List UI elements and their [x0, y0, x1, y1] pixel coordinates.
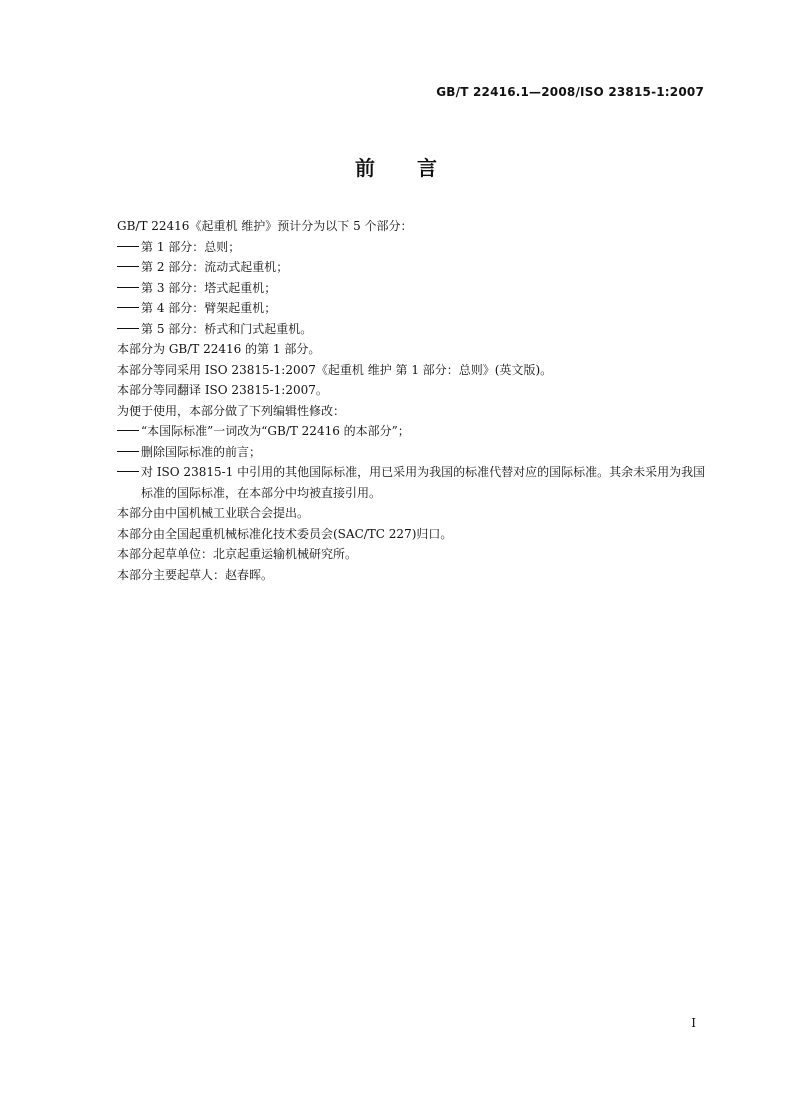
list-item-text: 对 ISO 23815-1 中引用的其他国际标准，用已采用为我国的标准代替对应的国际标准。其余未采用为我国标准的国际标准，在本部分中均被直接引用。	[141, 465, 706, 500]
list-item-part-2	[117, 257, 707, 278]
list-item-edit-3	[117, 462, 707, 503]
list-item-edit-1	[117, 421, 707, 442]
list-item-text: 第 5 部分：桥式和门式起重机。	[141, 321, 313, 336]
dash-mark	[117, 287, 139, 288]
dash-mark	[117, 471, 139, 472]
page-number: I	[691, 1016, 696, 1030]
list-item-text: 第 3 部分：塔式起重机；	[141, 280, 277, 295]
paragraph: 本部分为 GB/T 22416 的第 1 部分。	[117, 342, 321, 356]
standard-number: GB/T 22416.1—2008/ISO 23815-1:2007	[436, 85, 704, 99]
paragraph: 本部分由全国起重机械标准化技术委员会(SAC/TC 227)归口。	[117, 526, 453, 541]
dash-mark	[117, 451, 139, 452]
list-item-text: “本国际标准”一词改为“GB/T 22416 的本部分”；	[141, 424, 410, 438]
dash-mark	[117, 430, 139, 431]
paragraph: 本部分等同翻译 ISO 23815-1:2007。	[117, 383, 328, 397]
dash-mark	[117, 328, 139, 329]
list-item-part-1	[117, 237, 707, 258]
list-item-text: 第 1 部分：总则；	[141, 239, 241, 254]
foreword-body	[117, 216, 707, 585]
dash-mark	[117, 266, 139, 267]
list-item-part-3	[117, 278, 707, 299]
list-item-part-4	[117, 298, 707, 319]
paragraph: 本部分等同采用 ISO 23815-1:2007《起重机 维护 第 1 部分：总则》(英文版)。	[117, 362, 553, 377]
paragraph: 本部分主要起草人：赵春晖。	[117, 567, 274, 582]
list-item-text: 第 2 部分：流动式起重机；	[141, 260, 289, 274]
intro-line: GB/T 22416《起重机 维护》预计分为以下 5 个部分：	[117, 219, 413, 233]
paragraph: 本部分由中国机械工业联合会提出。	[117, 506, 310, 520]
list-item-part-5	[117, 319, 707, 340]
list-item-text: 删除国际标准的前言；	[141, 444, 262, 459]
paragraph: 本部分起草单位：北京起重运输机械研究所。	[117, 547, 358, 561]
list-item-edit-2	[117, 442, 707, 463]
page-title: 前言	[355, 156, 479, 180]
paragraph: 为便于使用，本部分做了下列编辑性修改：	[117, 403, 346, 418]
dash-mark	[117, 246, 139, 247]
dash-mark	[117, 307, 139, 308]
list-item-text: 第 4 部分：臂架起重机；	[141, 301, 277, 315]
